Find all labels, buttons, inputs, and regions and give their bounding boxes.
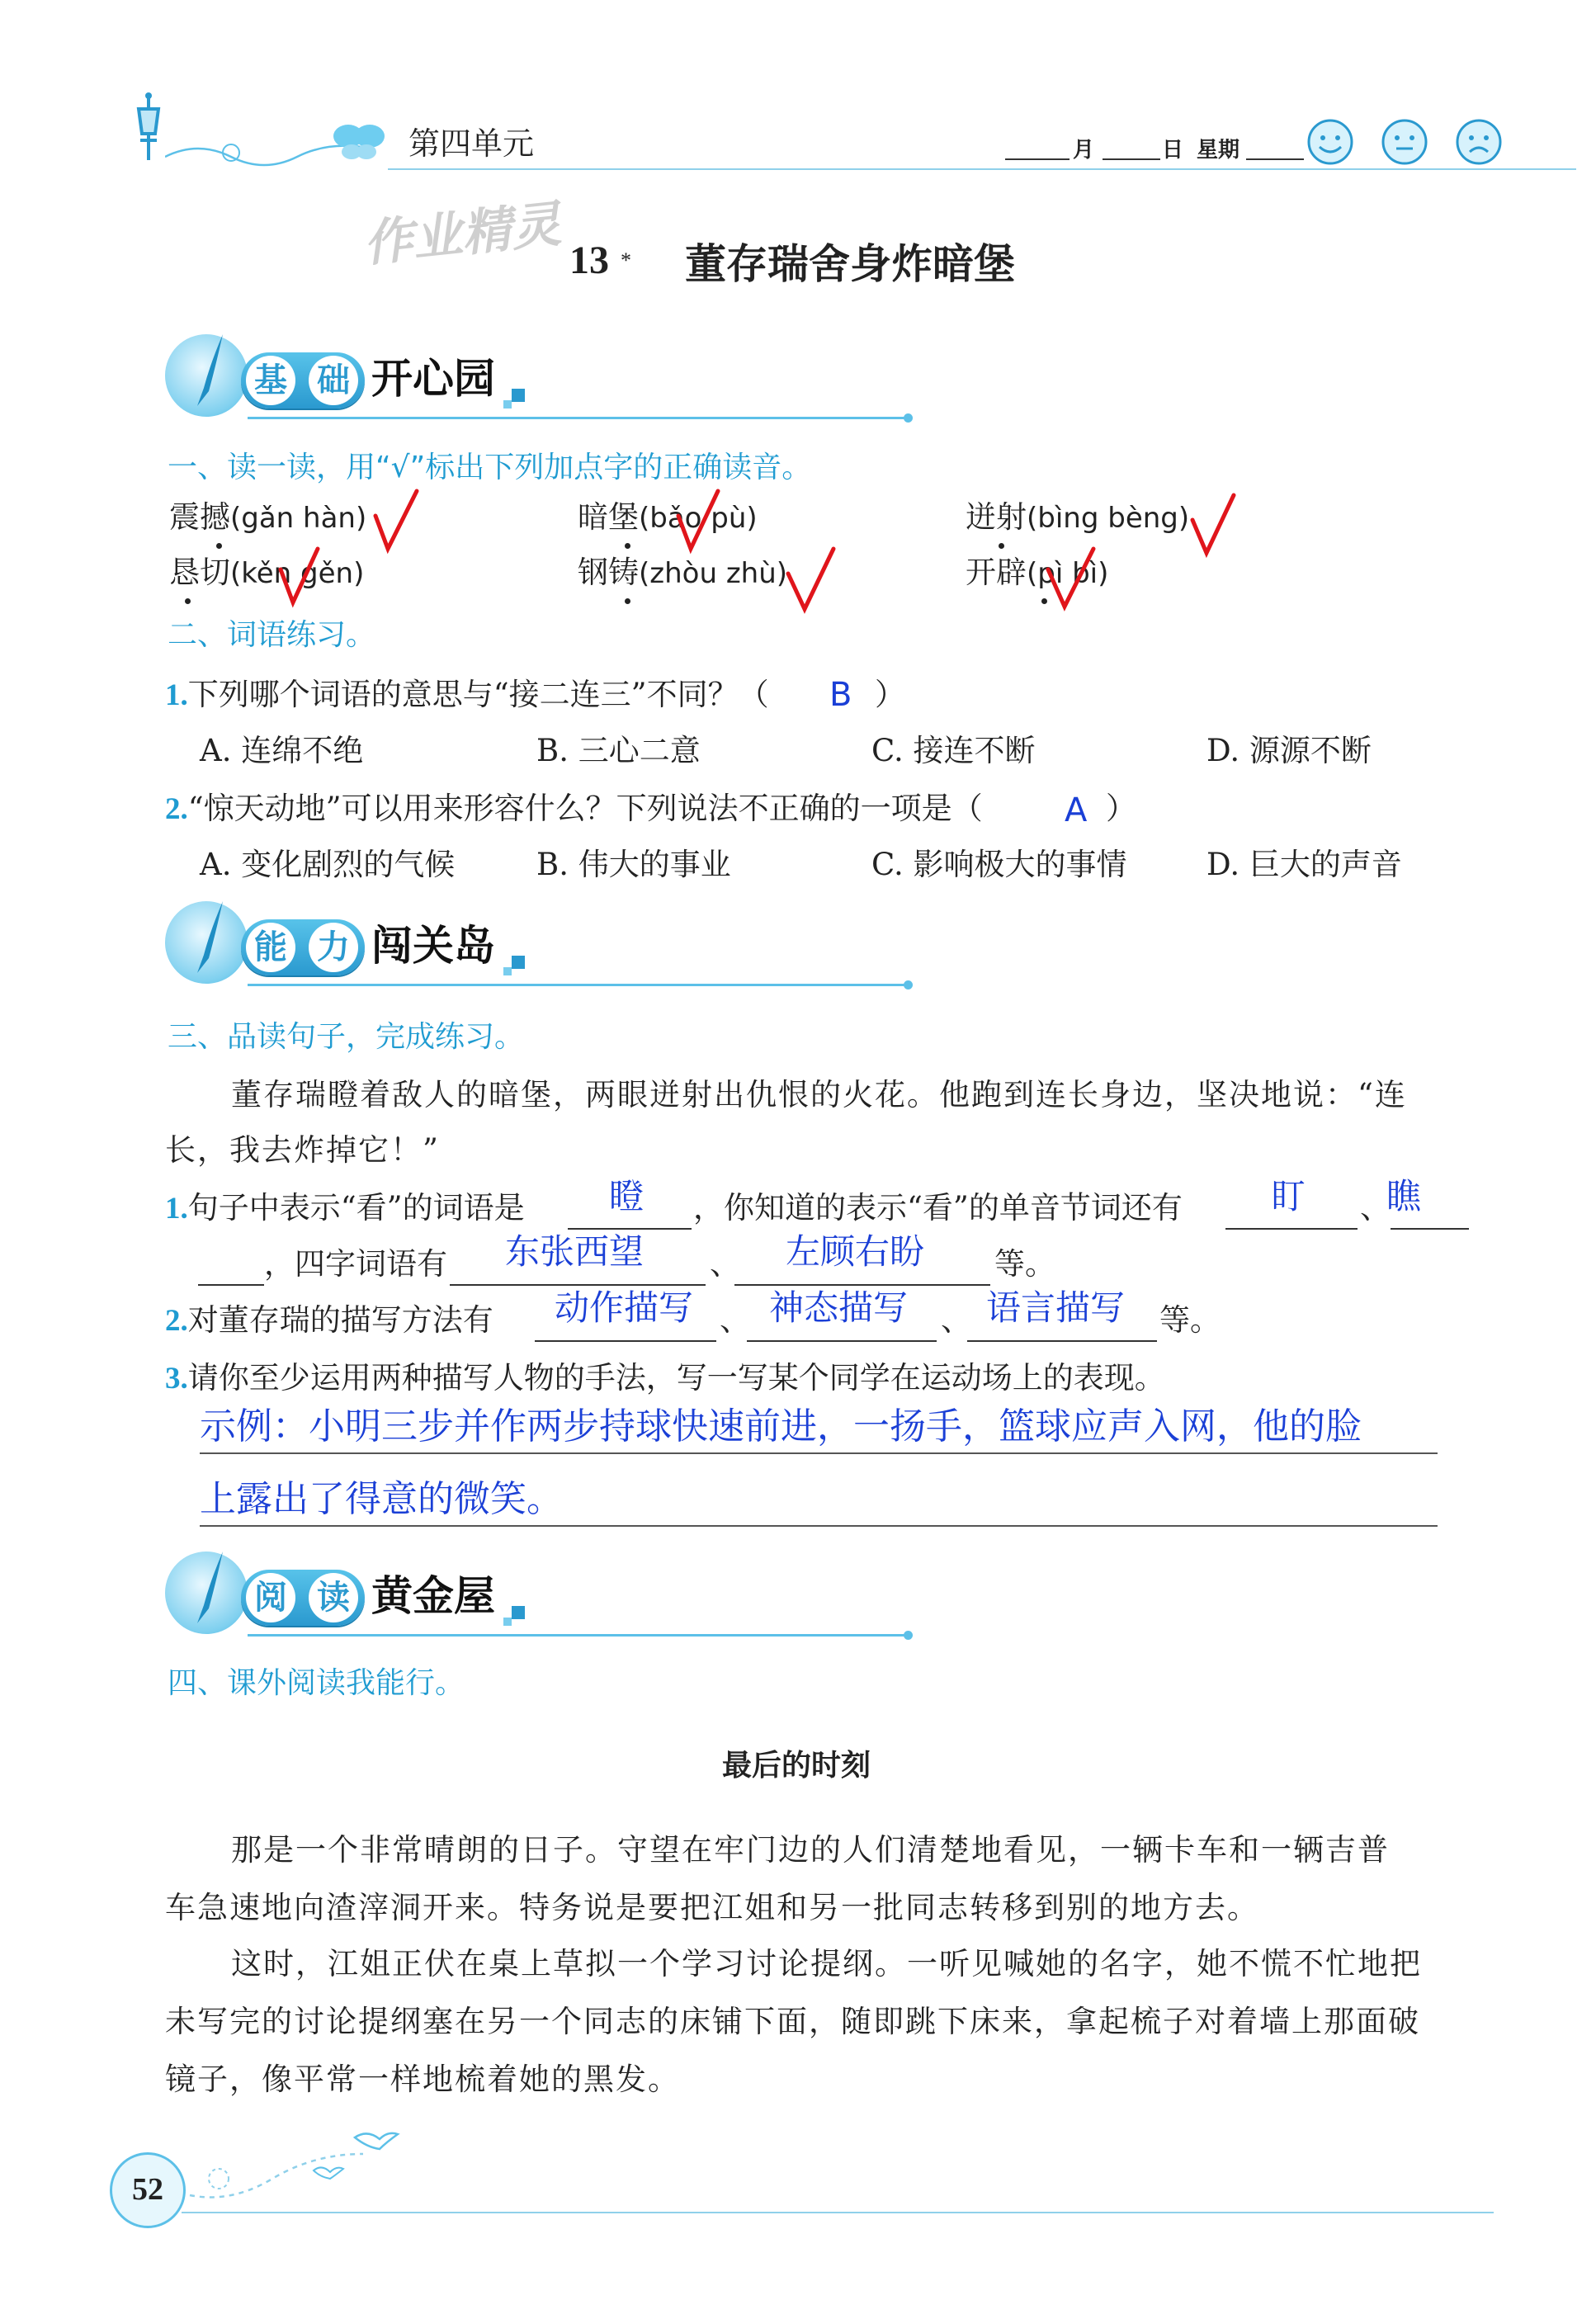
weekday-label: 星期 — [1197, 138, 1240, 163]
q3-1-answer-1: 瞪 — [609, 1176, 645, 1216]
section-banner-ability — [165, 901, 743, 992]
q3-2-end: 等。 — [1159, 1302, 1221, 1338]
story-p2-line-3: 镜子，像平常一样地梳着她的黑发。 — [165, 2062, 680, 2097]
pinyin-word: 钢铸 — [578, 555, 639, 590]
pinyin-options: (zhòu zhù) — [639, 557, 788, 590]
q3-1-text-b: ，你知道的表示“看”的单音节词还有 — [693, 1190, 1183, 1226]
pinyin-options: (kěn gěn) — [230, 557, 365, 590]
q3-2-answer-1: 动作描写 — [555, 1287, 694, 1328]
check-icon — [1048, 549, 1093, 607]
q2-2-option-d: D. 巨大的声音 — [1206, 847, 1402, 882]
section-title: 开心园 — [371, 355, 495, 403]
pinyin-options: (gǎn hàn) — [230, 502, 367, 535]
blank-line — [1391, 1228, 1469, 1230]
passage-line-1: 董存瑞瞪着敌人的暗堡，两眼迸射出仇恨的火花。他跑到连长身边，坚决地说：“连 — [231, 1077, 1407, 1112]
q3-1-sep: 、 — [1360, 1190, 1391, 1226]
badge-char-1: 阅 — [246, 1573, 295, 1622]
q1-heading: 一、读一读，用“√”标出下列加点字的正确读音。 — [168, 451, 812, 484]
q3-1-sep-2: 、 — [710, 1246, 740, 1282]
section-title: 闯关岛 — [371, 922, 495, 970]
pinyin-options: (bǎo pù) — [639, 502, 758, 535]
answer-line — [200, 1452, 1438, 1454]
bird-icon — [355, 2133, 398, 2149]
q2-2-question: 2.“惊天动地”可以用来形容什么？下列说法不正确的一项是（ — [165, 791, 983, 826]
check-icon — [678, 491, 718, 549]
q3-1-text-c: ，四字词语有 — [264, 1246, 447, 1282]
deco-square-small — [503, 1618, 512, 1626]
q3-2-sep-1: 、 — [720, 1302, 750, 1338]
badge-char-2: 础 — [309, 356, 358, 405]
q3-1-answer-2: 盯 — [1271, 1176, 1306, 1216]
section-underline — [248, 984, 908, 986]
brush-icon — [186, 897, 235, 980]
page-number: 52 — [132, 2172, 163, 2207]
q3-3-answer-line-2: 上露出了得意的微笑。 — [200, 1478, 563, 1520]
q2-1-question: 1.下列哪个词语的意思与“接二连三”不同？（ — [165, 677, 769, 712]
q3-heading: 三、品读句子，完成练习。 — [168, 1020, 525, 1054]
pinyin-word: 暗堡 — [578, 499, 639, 535]
day-label: 日 — [1162, 138, 1184, 163]
bird-trail-decoration — [182, 2113, 429, 2212]
section-badge — [241, 1570, 365, 1626]
blank-line — [198, 1284, 264, 1286]
badge-char-1: 能 — [246, 923, 295, 972]
month-label: 月 — [1073, 138, 1095, 163]
q2-2-option-b: B. 伟大的事业 — [536, 847, 731, 882]
q4-heading: 四、课外阅读我能行。 — [168, 1666, 465, 1700]
q2-1-option-d: D. 源源不断 — [1206, 733, 1372, 768]
brush-icon — [186, 1547, 235, 1630]
watermark: 作业精灵 — [360, 195, 564, 274]
q3-1-text-a: 1.句子中表示“看”的词语是 — [165, 1190, 525, 1226]
blank-line — [747, 1340, 937, 1342]
q3-1-answer-4: 东张西望 — [505, 1231, 645, 1272]
blank-line — [450, 1284, 706, 1286]
check-icon — [375, 491, 417, 549]
q3-1-answer-3: 瞧 — [1386, 1176, 1422, 1216]
q3-3-answer-line-1: 示例：小明三步并作两步持球快速前进，一扬手，篮球应声入网，他的脸 — [200, 1405, 1362, 1448]
section-badge — [241, 919, 365, 975]
answer-line — [200, 1525, 1438, 1527]
section-banner-reading — [165, 1552, 743, 1642]
q2-2-option-a: A. 变化剧烈的气候 — [200, 847, 456, 882]
pinyin-options: (bìng bèng) — [1027, 502, 1190, 535]
badge-char-2: 力 — [309, 923, 358, 972]
footer-rule — [182, 2212, 1494, 2213]
deco-square-small — [503, 967, 512, 975]
badge-char-2: 读 — [309, 1573, 358, 1622]
q3-3-text: 3.请你至少运用两种描写人物的手法，写一写某个同学在运动场上的表现。 — [165, 1360, 1165, 1396]
blank-line — [967, 1340, 1157, 1342]
blank-line — [1225, 1228, 1358, 1230]
q2-1-close: ） — [875, 677, 905, 712]
q2-heading: 二、词语练习。 — [168, 618, 376, 652]
story-p2-line-2: 未写完的讨论提纲塞在另一个同志的床铺下面，随即跳下床来，拿起梳子对着墙上那面破 — [165, 2004, 1420, 2039]
pinyin-word: 恳切 — [169, 555, 230, 590]
blank-line — [535, 1340, 716, 1342]
q3-1-answer-5: 左顾右盼 — [786, 1231, 925, 1272]
story-p1-line-2: 车急速地向渣滓洞开来。特务说是要把江姐和另一批同志转移到别的地方去。 — [165, 1890, 1259, 1925]
pinyin-word: 震撼 — [169, 499, 230, 535]
blank-line — [734, 1284, 990, 1286]
lesson-title: 董存瑞舍身炸暗堡 — [685, 239, 1015, 288]
pinyin-options: (pì bì) — [1027, 557, 1109, 590]
q3-2-answer-3: 语言描写 — [986, 1287, 1126, 1328]
check-icon — [281, 549, 318, 602]
bird-icon — [314, 2167, 343, 2179]
check-icon — [788, 549, 833, 609]
story-p2-line-1: 这时，江姐正伏在桌上草拟一个学习讨论提纲。一听见喊她的名字，她不慌不忙地把 — [231, 1946, 1422, 1981]
check-marks — [0, 0, 1596, 660]
q2-2-answer: A — [1065, 791, 1088, 829]
q2-1-option-a: A. 连绵不绝 — [200, 733, 364, 768]
story-title: 最后的时刻 — [722, 1749, 871, 1783]
lesson-number: 13 — [569, 239, 609, 282]
q2-2-close: ） — [1106, 791, 1136, 826]
q2-1-answer: B — [829, 676, 852, 714]
story-p1-line-1: 那是一个非常晴朗的日子。守望在牢门边的人们清楚地看见，一辆卡车和一辆吉普 — [231, 1832, 1390, 1868]
lesson-star: * — [621, 248, 631, 272]
q3-2-text: 2.对董存瑞的描写方法有 — [165, 1302, 493, 1338]
deco-square — [512, 956, 525, 969]
section-title: 黄金屋 — [371, 1572, 495, 1620]
section-underline — [248, 1634, 908, 1637]
q2-1-option-b: B. 三心二意 — [536, 733, 701, 768]
page-number-badge — [110, 2152, 186, 2228]
q2-1-option-c: C. 接连不断 — [871, 733, 1036, 768]
pinyin-word: 迸射 — [966, 499, 1027, 535]
blank-line — [568, 1228, 692, 1230]
q3-1-end: 等。 — [994, 1246, 1055, 1282]
check-icon — [1192, 495, 1234, 553]
badge-char-1: 基 — [246, 356, 295, 405]
q2-2-option-c: C. 影响极大的事情 — [871, 847, 1127, 882]
q3-2-answer-2: 神态描写 — [769, 1287, 909, 1328]
q3-2-sep-2: 、 — [941, 1302, 971, 1338]
unit-label: 第四单元 — [408, 125, 535, 162]
deco-square — [512, 1606, 525, 1619]
pinyin-word: 开辟 — [966, 555, 1027, 590]
passage-line-2: 长，我去炸掉它！” — [165, 1132, 440, 1168]
